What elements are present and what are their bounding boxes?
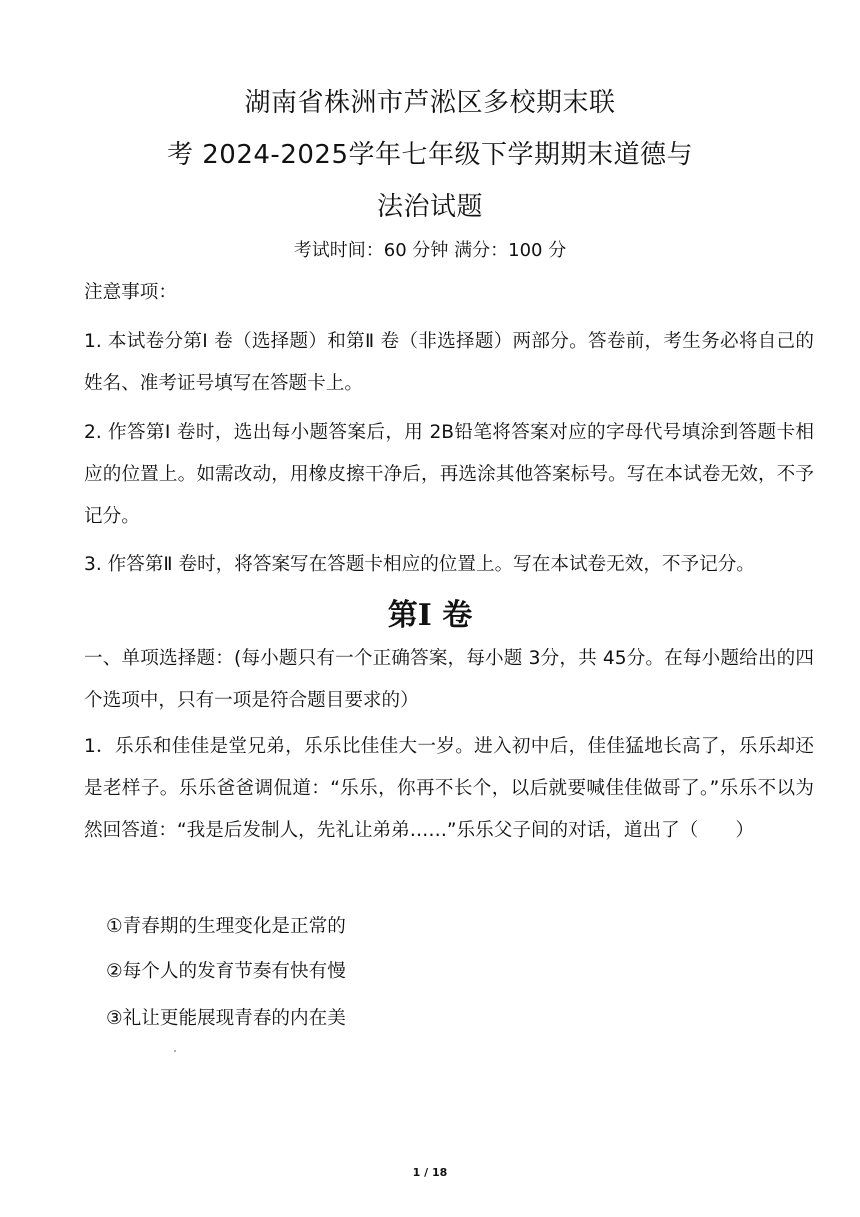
stray-mark <box>174 1050 176 1052</box>
question-1-stem: 1．乐乐和佳佳是堂兄弟，乐乐比佳佳大一岁。进入初中后，佳佳猛地长高了，乐乐却还是老样子。乐乐爸爸调侃道：“乐乐，你再不长个，以后就要喊佳佳做哥了。”乐乐不以为然回答道：“我是后发制人，先礼让弟弟……”乐乐父子间的对话，道出了（ ） <box>84 736 814 841</box>
section-instruction: 一、单项选择题：(每小题只有一个正确答案，每小题 3分，共 45分。在每小题给出的四个选项中，只有一项是符合题目要求的） <box>84 648 814 711</box>
note-item-2: 2. 作答第Ⅰ 卷时，选出每小题答案后，用 2B铅笔将答案对应的字母代号填涂到答题卡相应的位置上。如需改动，用橡皮擦干净后，再选涂其他答案标号。写在本试卷无效，不予记分。 <box>84 422 814 527</box>
title-line-1: 湖南省株洲市芦淞区多校期末联 <box>244 88 616 118</box>
section-title: 第Ⅰ 卷 <box>387 598 473 633</box>
question-1-option-1: ①青春期的生理变化是正常的 <box>106 916 346 937</box>
title-line-2: 考 2024-2025学年七年级下学期期末道德与 <box>167 140 693 170</box>
question-1-option-3: ③礼让更能展现青春的内在美 <box>106 1008 346 1029</box>
question-1-option-2: ②每个人的发育节奏有快有慢 <box>106 961 346 982</box>
exam-info: 考试时间：60 分钟 满分：100 分 <box>293 240 567 261</box>
title-line-3: 法治试题 <box>376 192 483 222</box>
note-item-1: 1. 本试卷分第Ⅰ 卷（选择题）和第Ⅱ 卷（非选择题）两部分。答卷前，考生务必将自己的姓名、准考证号填写在答题卡上。 <box>84 331 814 394</box>
note-item-3: 3. 作答第Ⅱ 卷时，将答案写在答题卡相应的位置上。写在本试卷无效，不予记分。 <box>84 554 755 575</box>
page-number: 1 / 18 <box>412 1166 448 1179</box>
notes-heading: 注意事项： <box>84 282 177 303</box>
